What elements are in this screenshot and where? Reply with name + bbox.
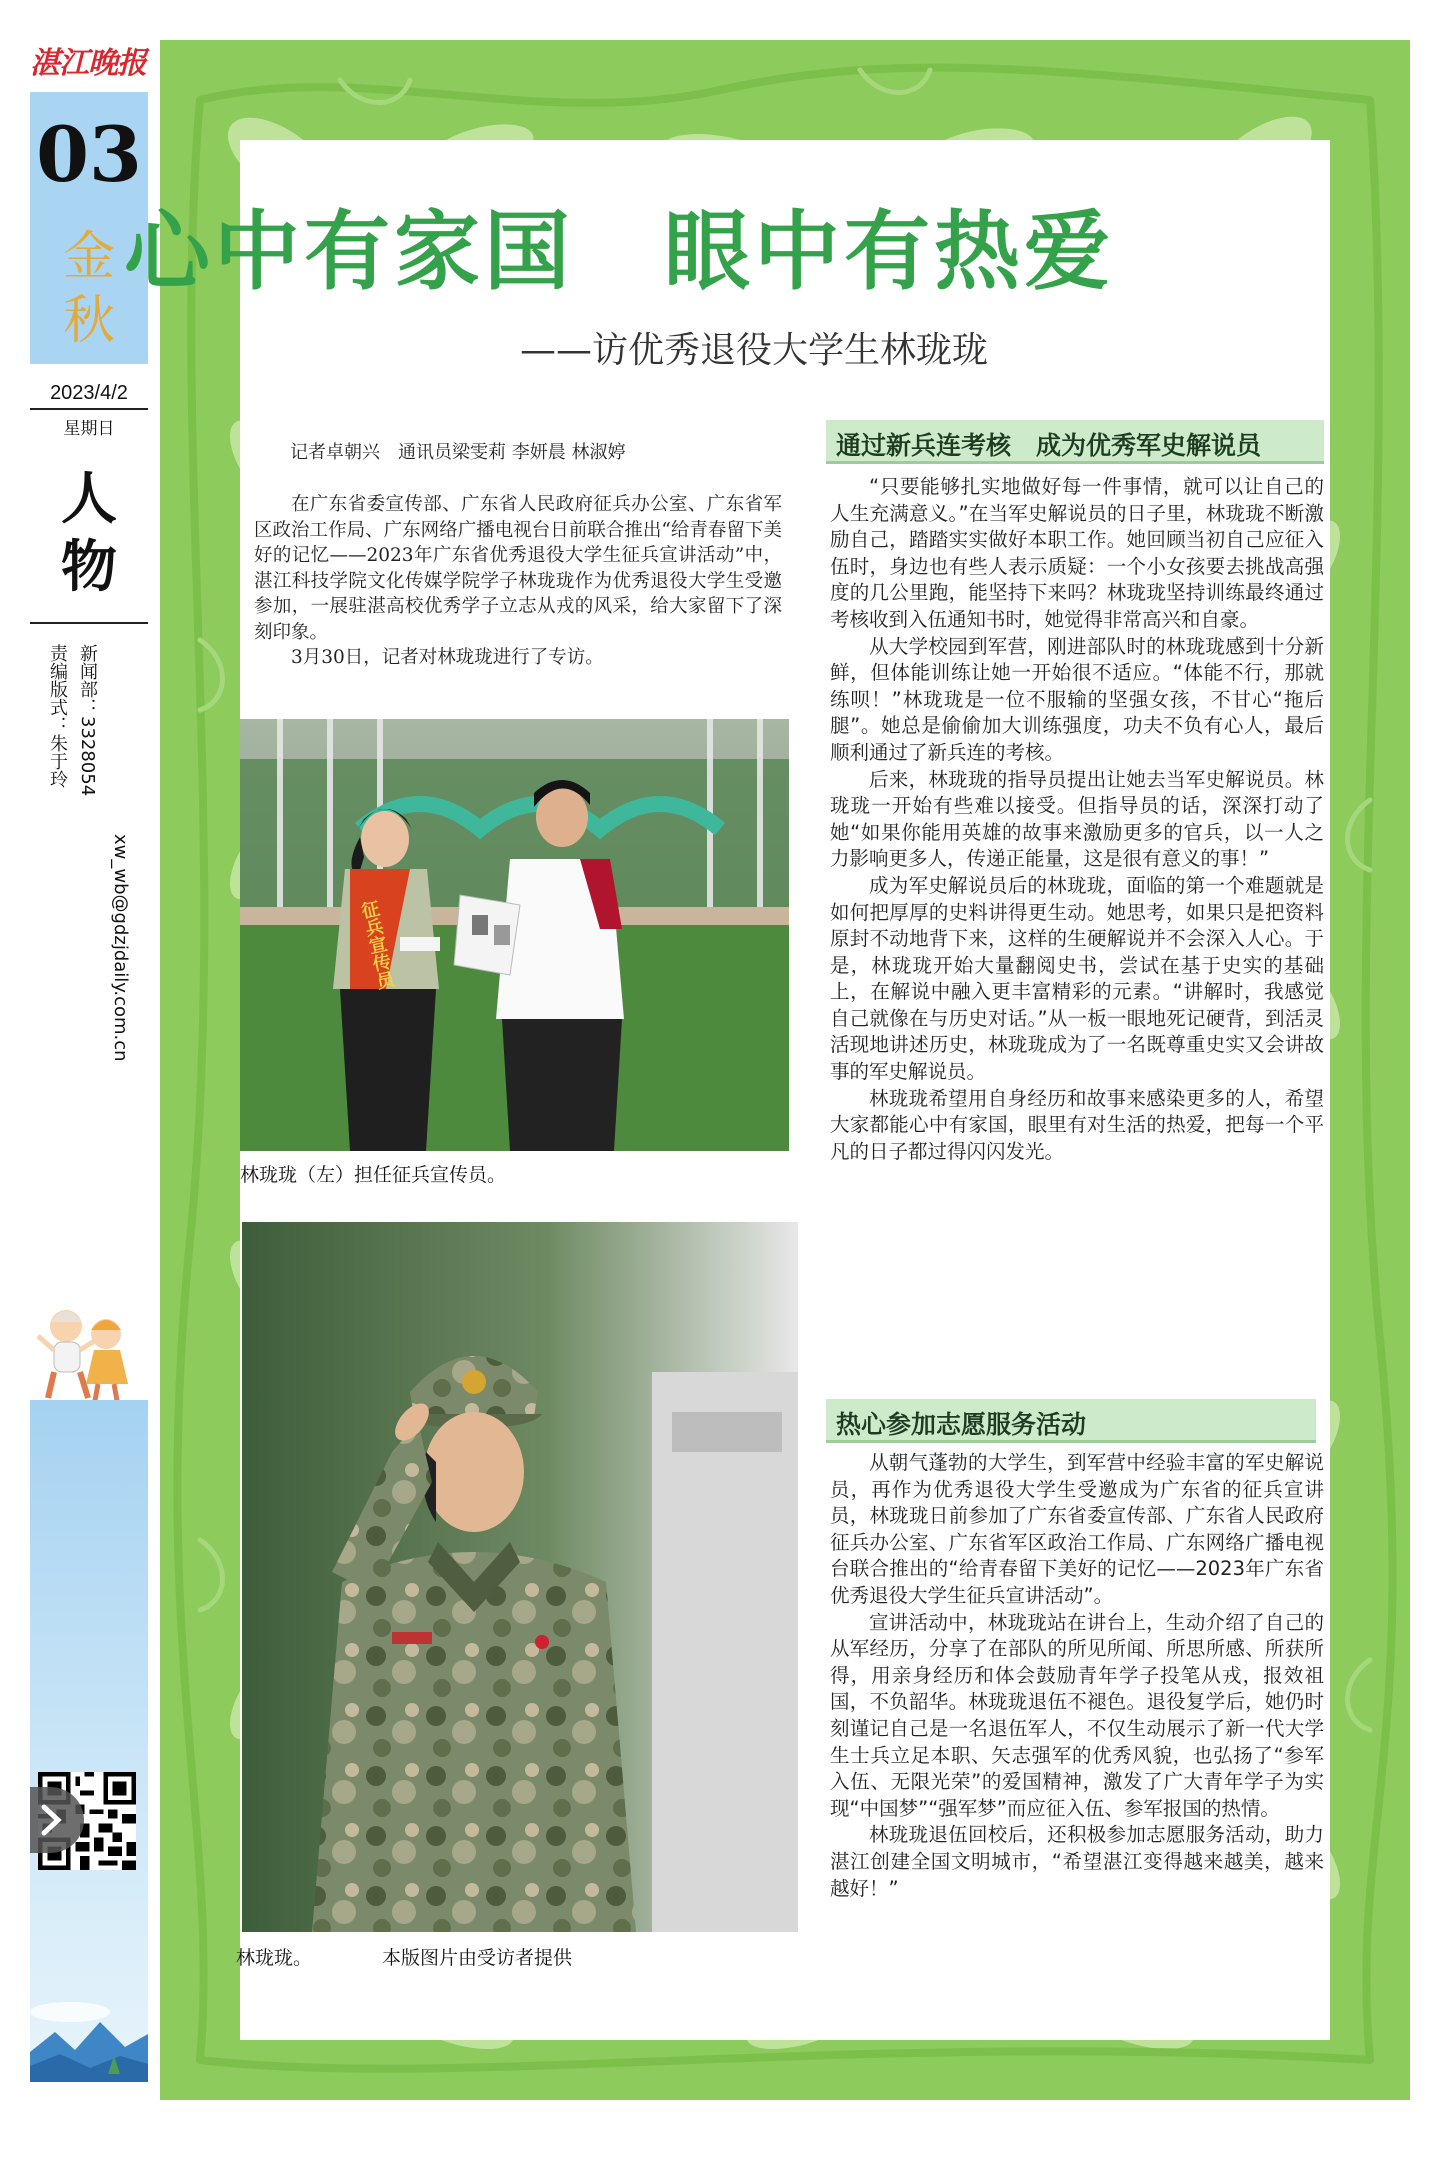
photo-caption: 林珑珑（左）担任征兵宣传员。 — [240, 1164, 507, 1186]
edition-char-2: 秋 — [62, 291, 115, 351]
paragraph: 林珑珑退伍回校后，还积极参加志愿服务活动，助力湛江创建全国文明城市，“希望湛江变得越来越美，越来越好！” — [830, 1823, 1324, 1900]
photo-scene-field — [240, 719, 789, 1151]
byline: 记者卓朝兴 通讯员梁雯莉 李妍晨 林淑婷 — [290, 442, 626, 463]
section-name — [30, 466, 148, 602]
news-dept-phone: 新闻部：3328054 — [77, 644, 98, 797]
paragraph: 从大学校园到军营，刚进部队时的林珑珑感到十分新鲜，但体能训练让她一开始很不适应。“体能不行，那就练呗！”林珑珑是一位不服输的坚强女孩，不甘心“拖后腿”。她总是偷偷加大训练强度，功夫不负有心人，最后顺利通过了新兵连的考核。 — [830, 634, 1324, 764]
issue-date: 2023/4/2 — [50, 382, 128, 404]
subtitle: ——访优秀退役大学生林珑珑 — [520, 330, 989, 371]
issue-weekday: 星期日 — [63, 419, 115, 439]
paragraph: 宣讲活动中，林珑珑站在讲台上，生动介绍了自己的从军经历，分享了在部队的所见所闻、所思所感、所获所得，用亲身经历和体会鼓励青年学子投笔从戎，报效祖国，不负韶华。林珑珑退伍不褪色。退役复学后，她仍时刻谨记自己是一名退伍军人，不仅生动展示了新一代大学生士兵立足本职、矢志强军的优秀风貌，也弘扬了“参军入伍、无限光荣”的爱国精神，激发了广大青年学子为实现“中国梦”“强军梦”而应征入伍、参军报国的热情。 — [830, 1610, 1324, 1820]
contact-email: xw_wb@gdzjdaily.com.cn — [110, 834, 131, 1062]
editor-credit: 责编版式：朱于玲 — [47, 644, 68, 788]
page-sidebar — [30, 92, 148, 2082]
section-char-1: 人 — [61, 467, 117, 532]
lead-text — [254, 492, 782, 671]
sash-text: 征兵宣传员 — [356, 898, 397, 992]
section-char-2: 物 — [61, 535, 117, 600]
paragraph: 林珑珑希望用自身经历和故事来感染更多的人，希望大家都能心中有家国，眼里有对生活的热爱，把每一个平凡的日子都过得闪闪发光。 — [830, 1086, 1324, 1163]
lead-paragraph: 3月30日，记者对林珑珑进行了专访。 — [291, 647, 604, 668]
photo-caption-name: 林珑珑。 — [236, 1947, 313, 1969]
paragraph: 从朝气蓬勃的大学生，到军营中经验丰富的军史解说员，再作为优秀退役大学生受邀成为广东省的征兵宣讲员，林珑珑日前参加了广东省委宣传部、广东省人民政府征兵办公室、广东省军区政治工作局、广东网络广播电视台联合推出的“给青春留下美好的记忆——2023年广东省优秀退役大学生征兵宣讲活动”。 — [830, 1451, 1324, 1607]
sidebar-lower-panel — [30, 1400, 148, 2082]
photo-caption — [236, 1943, 572, 1970]
section-heading-1: 通过新兵连考核 成为优秀军史解说员 — [826, 420, 1324, 464]
paragraph: 后来，林珑珑的指导员提出让她去当军史解说员。林珑珑一开始有些难以接受。但指导员的话，深深打动了她“如果你能用英雄的故事来激励更多的官兵，以一人之力影响更多人，传递正能量，这是很有意义的事！” — [830, 767, 1324, 871]
mountains-illustration — [30, 1992, 148, 2082]
photo-recruitment-promoter — [240, 719, 789, 1151]
section-body-1 — [830, 474, 1324, 1165]
page-number: 03 — [36, 110, 142, 199]
edition-char-1: 金 — [62, 227, 115, 287]
paragraph: “只要能够扎实地做好每一件事情，就可以让自己的人生充满意义。”在当军史解说员的日子里，林珑珑不断激励自己，踏踏实实做好本职工作。她回顾当初自己应征入伍时，身边也有些人表示质疑：一个小女孩要去挑战高强度的几公里跑，能坚持下来吗？林珑珑坚持训练最终通过考核收到入伍通知书时，她觉得非常高兴和自豪。 — [830, 475, 1324, 631]
section-heading-2: 热心参加志愿服务活动 — [826, 1399, 1316, 1443]
photo-scene-portrait — [242, 1222, 798, 1932]
photo-credit: 本版图片由受访者提供 — [382, 1947, 573, 1969]
photo-saluting-soldier — [242, 1222, 798, 1932]
divider — [30, 408, 148, 410]
headline-part-2: 眼中有热爱 — [664, 202, 1114, 302]
section-body-2 — [830, 1450, 1324, 1902]
kids-cartoon-icon — [34, 1300, 140, 1412]
headline — [124, 182, 1364, 306]
chevron-right-icon[interactable] — [30, 1787, 84, 1853]
masthead-logo: 湛江晚报 — [30, 46, 146, 81]
divider — [30, 622, 148, 624]
headline-part-1: 心中有家国 — [124, 202, 574, 302]
lead-paragraph: 在广东省委宣传部、广东省人民政府征兵办公室、广东省军区政治工作局、广东网络广播电视台日前联合推出“给青春留下美好的记忆——2023年广东省优秀退役大学生征兵宣讲活动”中，湛江科技学院文化传媒学院学子林珑珑作为优秀退役大学生受邀参加，一展驻湛高校优秀学子立志从戎的风采，给大家留下了深刻印象。 — [254, 494, 782, 643]
paragraph: 成为军史解说员后的林珑珑，面临的第一个难题就是如何把厚厚的史料讲得更生动。她思考，如果只是把资料原封不动地背下来，这样的生硬解说并不会深入人心。于是，林珑珑开始大量翻阅史书，尝试在基于史实的基础上，在解说中融入更丰富精彩的元素。“讲解时，我感觉自己就像在与历史对话。”从一板一眼地死记硬背，到活灵活现地讲述历史，林珑珑成为了一名既尊重史实又会讲故事的军史解说员。 — [830, 873, 1324, 1084]
